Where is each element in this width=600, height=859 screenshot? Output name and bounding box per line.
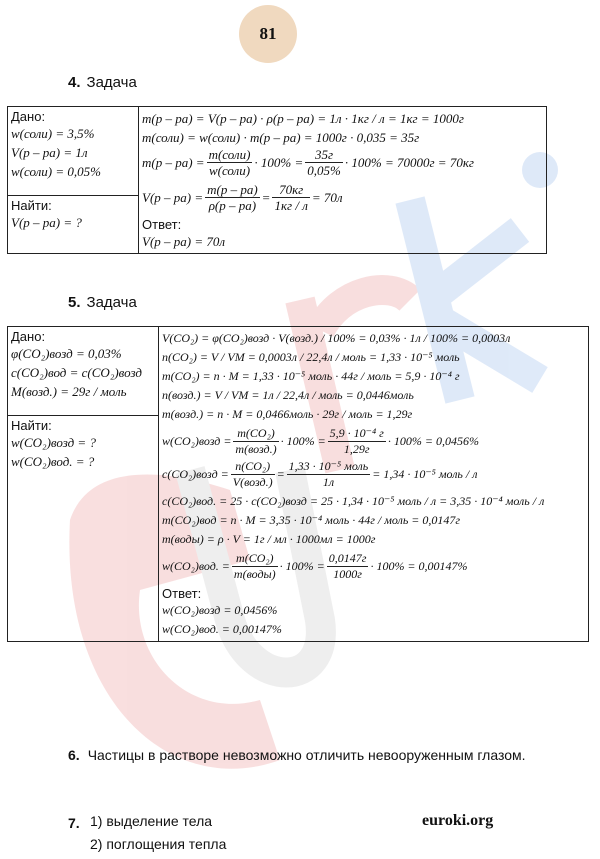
numerator: 1,33 · 10⁻⁵ моль (288, 459, 369, 473)
equation-fraction (162, 459, 585, 490)
fraction (205, 182, 260, 213)
eq-rhs: · 100% = 0,00147% (370, 559, 468, 573)
page-number: 81 (239, 5, 297, 63)
eq-rhs: = 70л (311, 190, 343, 205)
given-item: c(CO₂)вод = c(CO₂)возд (11, 365, 142, 380)
fraction (233, 426, 278, 457)
equation: m(соли) = w(соли) · m(р – ра) = 1000г · 0,035 = 35г (142, 130, 420, 145)
equation: c(CO₂)вод. = 25 · c(CO₂)возд = 25 · 1,34 · 10⁻⁵ моль / л = 3,35 · 10⁻⁴ моль / л (162, 494, 545, 508)
equation-fraction (162, 426, 585, 457)
fraction (232, 551, 278, 582)
equation: m(воды) = ρ · V = 1г / мл · 1000мл = 1000г (162, 532, 376, 546)
find-item: w(CO₂)вод. = ? (11, 454, 95, 469)
numerator: m(CO₂) (233, 426, 278, 442)
fraction (272, 182, 309, 213)
answer-value: V(р – ра) = 70л (142, 234, 226, 249)
eq-lhs: w(CO₂)возд = (162, 434, 232, 448)
fraction (207, 147, 253, 178)
denominator: m(возд.) (235, 442, 277, 456)
denominator: 0,05% (307, 163, 341, 178)
task-5-heading (68, 294, 137, 311)
eq-mid: · 100% = (280, 434, 326, 448)
find-label: Найти: (11, 198, 52, 213)
equation: m(CO₂) = n · M = 1,33 · 10⁻⁵ моль · 44г / моль = 5,9 · 10⁻⁴ г (162, 369, 460, 383)
eq-mid: · 100% = (279, 559, 325, 573)
denominator: V(возд.) (232, 475, 273, 489)
find-item: V(р – ра) = ? (11, 215, 82, 230)
denominator: 1кг / л (274, 198, 308, 213)
eq-mid: = (261, 190, 271, 205)
eq-mid: · 100% = (254, 155, 304, 170)
equation-fraction (142, 182, 543, 213)
given-item: M(возд.) = 29г / моль (11, 384, 127, 399)
task-4-solution-cell (139, 107, 547, 254)
equation: V(CO₂) = φ(CO₂)возд · V(возд.) / 100% = 0,03% · 1л / 100% = 0,0003л (162, 331, 511, 345)
numerator: 70кг (272, 182, 309, 198)
task-7-number: 7. (68, 815, 80, 831)
task-4-table (7, 106, 547, 254)
equation: n(CO₂) = V / VM = 0,0003л / 22,4л / моль = 1,33 · 10⁻⁵ моль (162, 350, 460, 364)
task-6-paragraph (68, 744, 588, 766)
eq-mid: = (276, 467, 285, 481)
answer-label: Ответ: (162, 586, 202, 601)
eq-lhs: m(р – ра) = (142, 155, 205, 170)
eq-rhs: · 100% = 0,0456% (387, 434, 479, 448)
numerator: m(соли) (208, 147, 251, 162)
task-5-solution-cell (159, 327, 589, 642)
eq-lhs: V(р – ра) = (142, 190, 204, 205)
task-4-given-cell (8, 107, 139, 196)
numerator: m(CO₂) (232, 551, 278, 567)
equation: m(р – ра) = V(р – ра) · ρ(р – ра) = 1л · 1кг / л = 1кг = 1000г (142, 111, 464, 126)
given-label: Дано: (11, 329, 46, 344)
task-6-number: 6. (68, 747, 80, 763)
equation: n(возд.) = V / VM = 1л / 22,4л / моль = 0,0446моль (162, 388, 414, 402)
denominator: m(воды) (233, 567, 276, 581)
given-item: w(соли) = 3,5% (11, 126, 95, 141)
eq-lhs: c(CO₂)возд = (162, 467, 229, 481)
denominator: 1,29г (343, 442, 370, 456)
fraction (231, 459, 275, 490)
task-7-item: 1) выделение тела (90, 813, 213, 829)
equation: m(CO₂)вод = n · M = 3,35 · 10⁻⁴ моль · 44г / моль = 0,0147г (162, 513, 461, 527)
eq-lhs: w(CO₂)вод. = (162, 559, 230, 573)
equation: m(возд.) = n · M = 0,0466моль · 29г / моль = 1,29г (162, 407, 413, 421)
answer-value: w(CO₂)возд = 0,0456% (162, 603, 278, 617)
task-4-number: 4. (68, 74, 81, 91)
task-4-title: Задача (86, 74, 137, 91)
task-5-find-cell (8, 416, 159, 642)
given-item: w(соли) = 0,05% (11, 164, 101, 179)
denominator: 1000г (333, 567, 362, 581)
numerator: n(CO₂) (231, 459, 275, 475)
fraction (328, 426, 386, 457)
task-6-text: Частицы в растворе невозможно отличить невооруженным глазом. (87, 747, 526, 763)
task-7-item: 2) поглощения тепла (90, 836, 227, 852)
denominator: 1л (322, 475, 335, 489)
task-4-heading (68, 74, 137, 91)
find-label: Найти: (11, 418, 52, 433)
denominator: ρ(р – ра) (208, 198, 257, 213)
denominator: w(соли) (208, 163, 251, 178)
fraction (305, 147, 343, 178)
given-item: φ(CO₂)возд = 0,03% (11, 346, 122, 361)
task-5-number: 5. (68, 294, 81, 311)
given-label: Дано: (11, 109, 46, 124)
given-item: V(р – ра) = 1л (11, 145, 88, 160)
task-5-title: Задача (86, 294, 137, 311)
task-7-number-wrap (68, 812, 88, 834)
answer-value: w(CO₂)вод. = 0,00147% (162, 622, 282, 636)
numerator: 0,0147г (328, 551, 367, 565)
eq-rhs: = 1,34 · 10⁻⁵ моль / л (372, 467, 478, 481)
numerator: m(р – ра) (207, 182, 258, 197)
numerator: 35г (305, 147, 343, 163)
fraction (287, 459, 371, 490)
task-5-given-cell (8, 327, 159, 416)
equation-fraction (162, 551, 585, 582)
answer-label: Ответ: (142, 217, 182, 232)
brand-label: euroki.org (422, 812, 494, 829)
task-4-find-cell (8, 196, 139, 254)
numerator: 5,9 · 10⁻⁴ г (329, 426, 384, 440)
find-item: w(CO₂)возд = ? (11, 435, 96, 450)
task-5-table (7, 326, 589, 642)
fraction (327, 551, 369, 582)
eq-rhs: · 100% = 70000г = 70кг (344, 155, 474, 170)
equation-fraction (142, 147, 543, 178)
